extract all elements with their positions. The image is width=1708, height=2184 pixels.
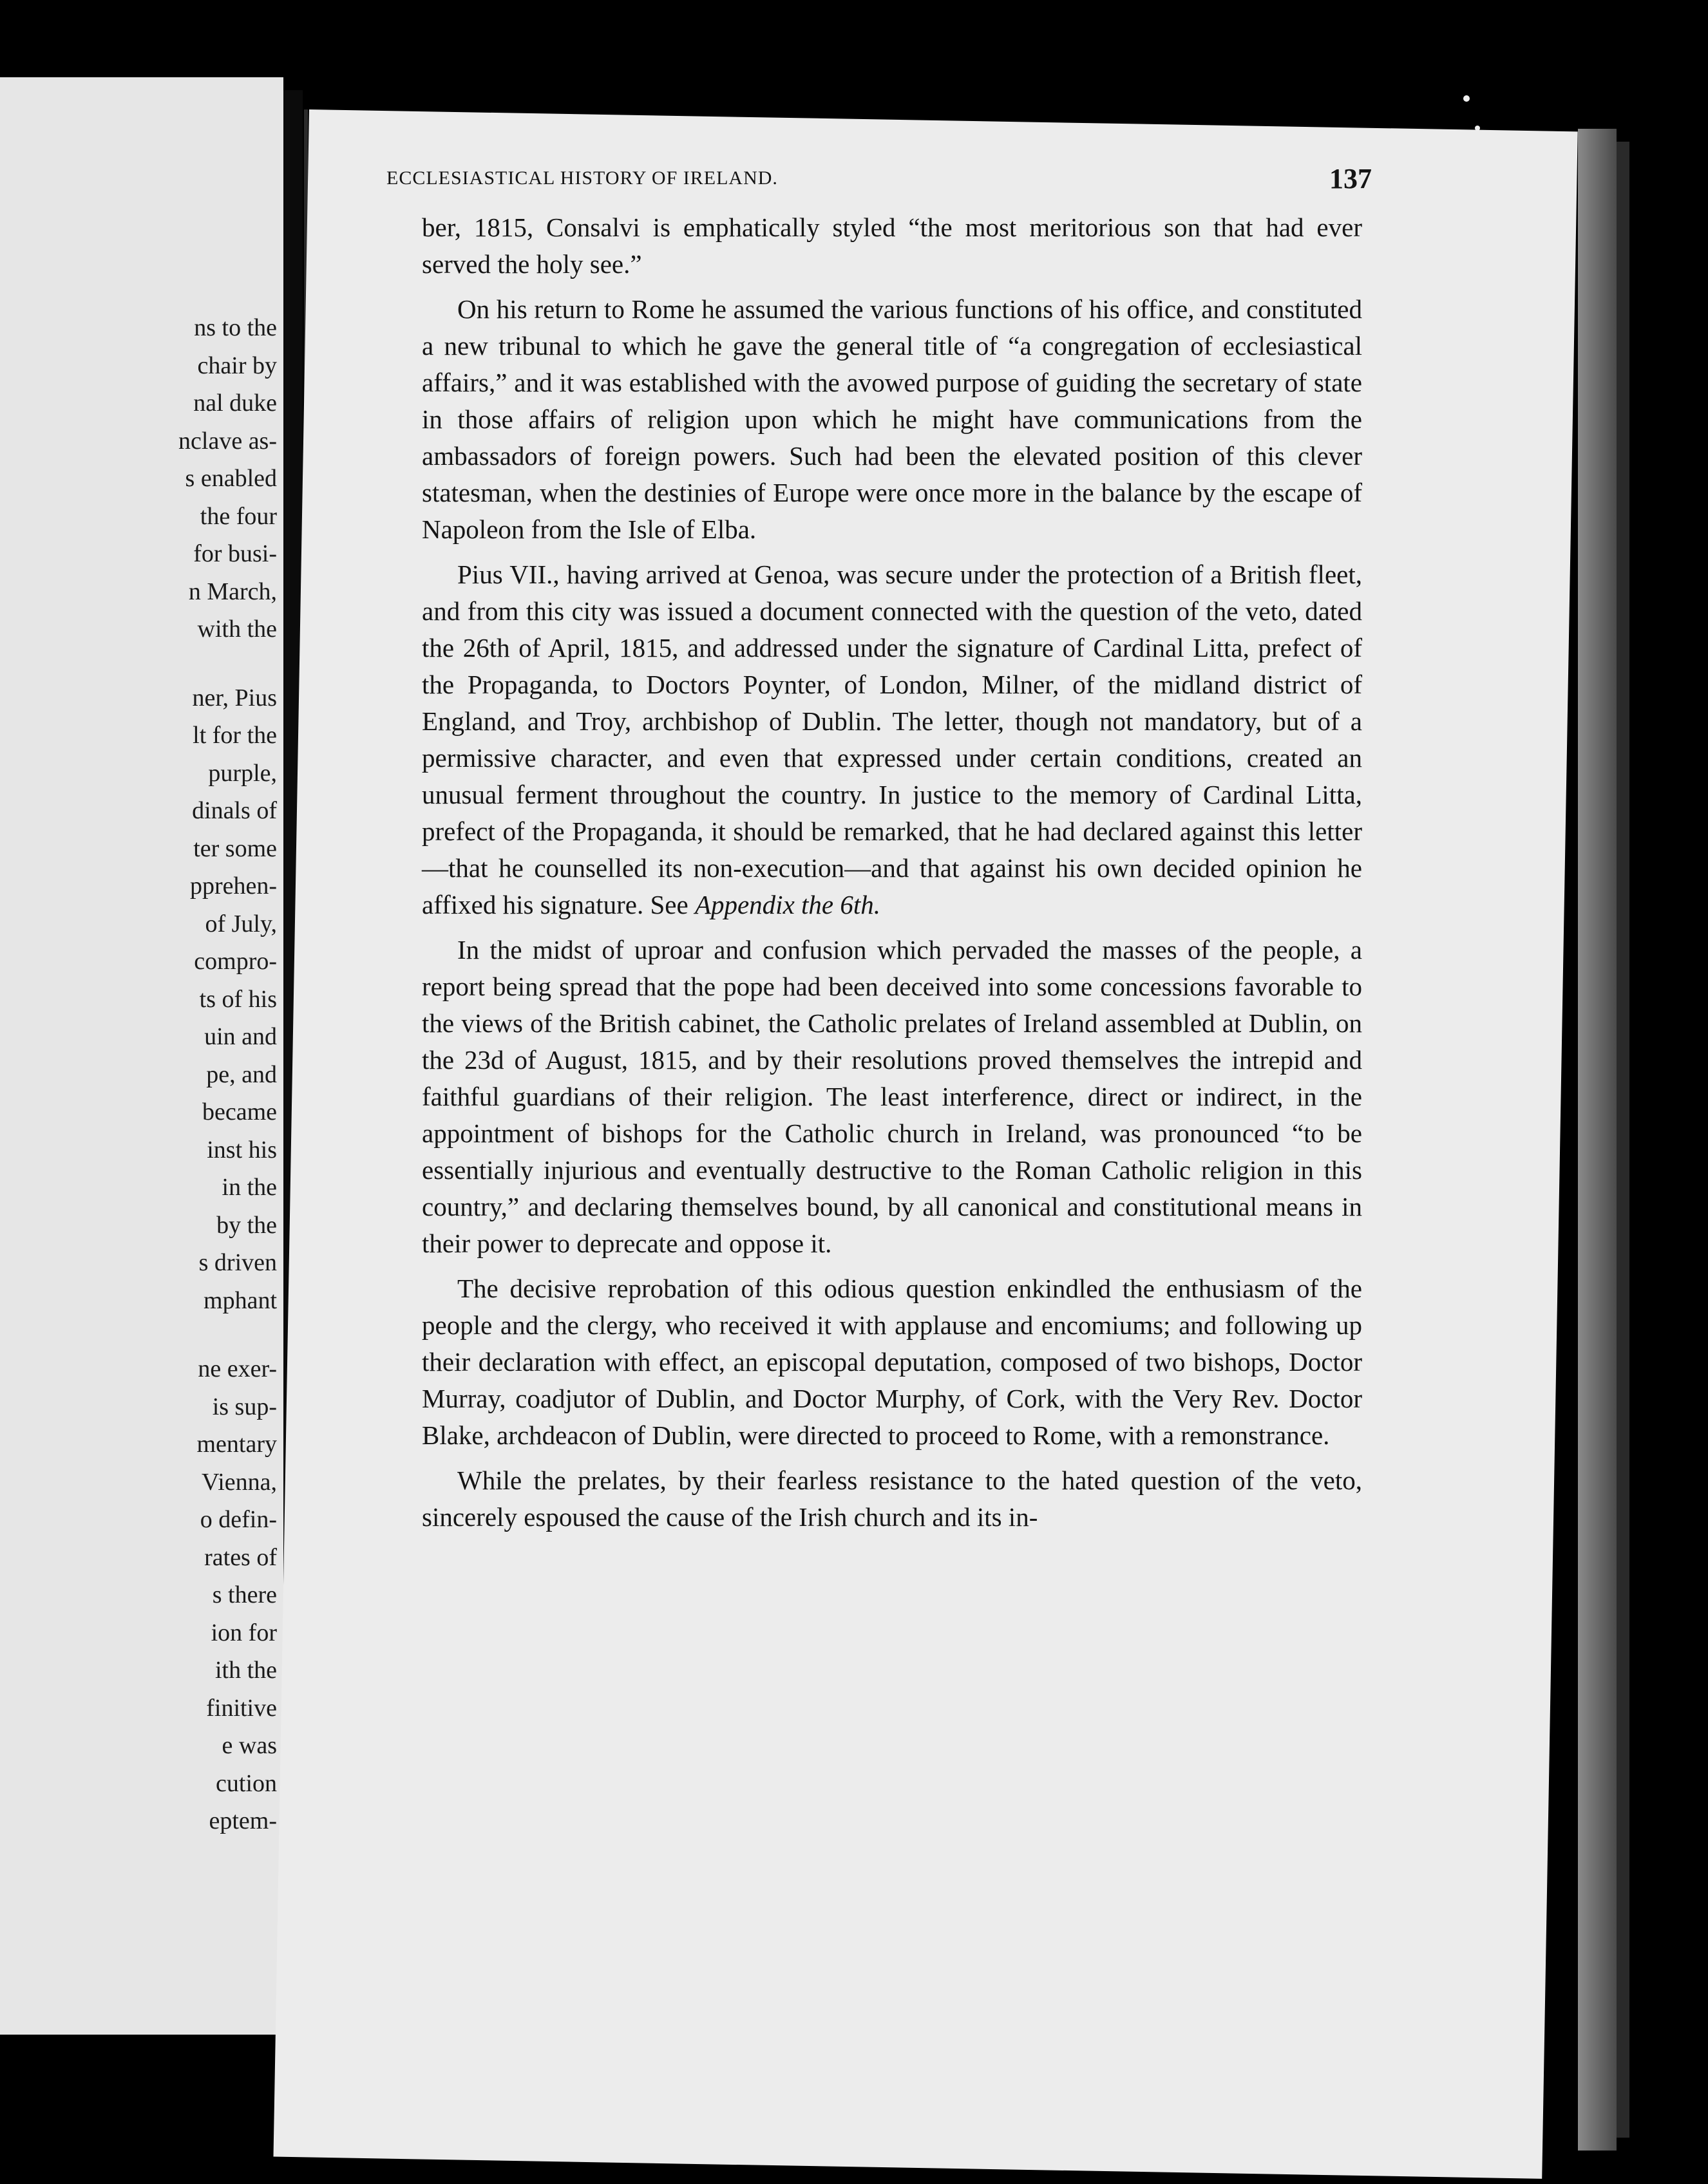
left-line: ne exer- <box>198 1355 277 1382</box>
appendix-reference: Appendix the 6th. <box>694 890 880 919</box>
left-line: ion for <box>211 1619 277 1646</box>
left-line: ns to the <box>194 314 277 341</box>
page-header <box>386 163 1372 206</box>
left-line: inst his <box>207 1136 277 1163</box>
left-line: lt for the <box>193 722 277 749</box>
running-head: ECCLESIASTICAL HISTORY OF IRELAND. <box>386 167 778 189</box>
paragraph: In the midst of uproar and confusion which pervaded the masses of the people, a report being spread that the pope had been deceived into some concessions favorable to the views of the British cabinet, the Catholic prelates of Ireland assembled at Dublin, on the 23d of August, 1815, and by their resolutions proved themselves the intrepid and faithful guardians of their religion. The least interference, direct or indirect, in the appointment of bishops for the Catholic church in Ireland, was pronounced “to be essentially injurious and eventually destructive to the Roman Catholic religion in this country,” and declaring themselves bound, by all canonical and constitutional means in their power to deprecate and oppose it. <box>422 935 1362 1258</box>
left-line: ith the <box>214 1657 277 1684</box>
left-line: o defin- <box>200 1506 277 1533</box>
left-line: purple, <box>208 759 277 787</box>
paragraph: On his return to Rome he assumed the various functions of his office, and constituted a new tribunal to which he gave the general title of “a congregation of ecclesiastical affairs,” and it was established with the avowed purpose of guiding the secretary of state in those affairs of religion upon which he might have communications from the ambassadors of foreign powers. Such had been the elevated position of this clever statesman, when the destinies of Europe were once more in the balance by the escape of Napoleon from the Isle of Elba. <box>422 294 1362 544</box>
left-line: finitive <box>206 1694 277 1722</box>
left-page <box>0 77 283 2035</box>
left-line: nal duke <box>193 390 277 417</box>
left-line: mentary <box>196 1431 277 1458</box>
left-line: uin and <box>204 1023 277 1050</box>
body-text <box>422 209 1362 1544</box>
left-line: pprehen- <box>189 872 277 899</box>
left-line: pe, and <box>206 1060 277 1088</box>
left-line: ner, Pius <box>192 684 277 711</box>
page-edges <box>1578 129 1617 2151</box>
paragraph: The decisive reprobation of this odious question enkindled the enthusiasm of the people and the clergy, who received it with applause and encomiums; and following up their declaration with effect, an episcopal deputation, composed of two bishops, Doctor Murray, coadjutor of Dublin, and Doctor Murphy, of Cork, with the Very Rev. Doctor Blake, archdeacon of Dublin, were directed to proceed to Rome, with a remonstrance. <box>422 1274 1362 1450</box>
left-line: s enabled <box>185 465 277 492</box>
left-line: nclave as- <box>178 427 277 455</box>
left-line: is sup- <box>212 1393 277 1420</box>
left-line: ts of his <box>199 985 277 1013</box>
paragraph-text: Pius VII., having arrived at Genoa, was secure under the protection of a British fleet, and from this city was issued a document connected with the question of the veto, dated the 26th of April, 1815, and addressed under the signature of Cardinal Litta, prefect of the Propaganda, to Doctors Poynter, of London, Milner, of the midland district of England, and Troy, archbishop of Dublin. The letter, though not mandatory, but of a permissive character, and even that expressed under certain conditions, created an unusual ferment throughout the country. In justice to the memory of Cardinal Litta, prefect of the Propaganda, it should be remarked, that he had declared against this letter—that he counselled its non-execution—and that against his own decided opinion he affixed his signature. See <box>422 560 1362 919</box>
left-line: in the <box>222 1174 277 1201</box>
left-line: eptem- <box>209 1807 277 1834</box>
left-line: ter some <box>193 834 277 862</box>
left-line: n March, <box>188 578 277 605</box>
page-number: 137 <box>1329 163 1372 194</box>
left-line: s there <box>212 1581 277 1608</box>
dust-speck <box>1475 126 1480 131</box>
paragraph: ber, 1815, Consalvi is emphatically styled “the most meritorious son that had ever served the holy see.” <box>422 212 1362 279</box>
left-line: mphant <box>204 1286 277 1314</box>
left-line: s driven <box>198 1249 277 1276</box>
left-line: cution <box>216 1769 277 1797</box>
left-line: chair by <box>197 352 277 379</box>
page-edges-shadow <box>1617 142 1629 2138</box>
left-line: rates of <box>204 1543 277 1571</box>
left-line: became <box>202 1098 277 1125</box>
left-line: compro- <box>194 948 277 975</box>
left-line: with the <box>197 616 277 643</box>
left-line: the four <box>200 502 277 530</box>
paragraph: While the prelates, by their fearless resistance to the hated question of the veto, sincerely espoused the cause of the Irish church and its in- <box>422 1465 1362 1532</box>
left-line: Vienna, <box>202 1468 277 1496</box>
left-page-text <box>0 309 277 1840</box>
left-line: e was <box>222 1732 277 1759</box>
left-line: of July, <box>205 910 277 937</box>
left-line: for busi- <box>193 540 277 567</box>
paragraph <box>422 556 1362 923</box>
left-line: dinals of <box>192 797 277 824</box>
dust-speck <box>1463 95 1470 102</box>
left-line: by the <box>216 1211 277 1239</box>
